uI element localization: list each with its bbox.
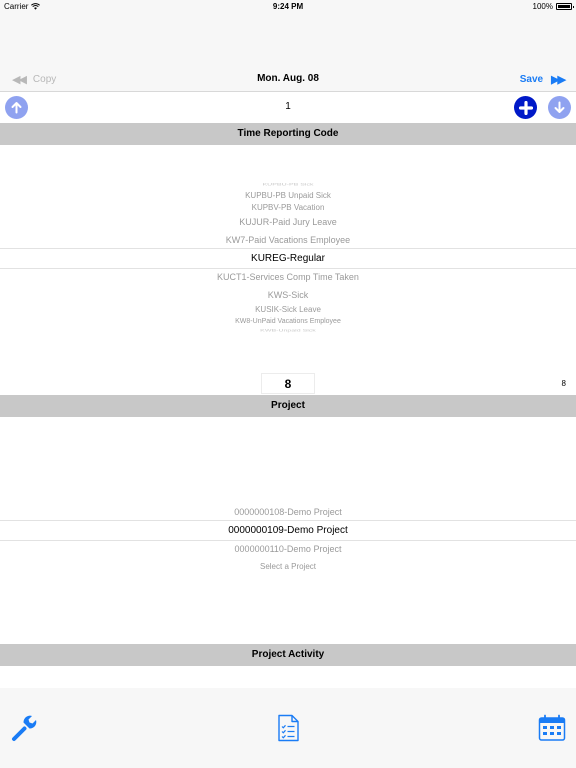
battery-percent: 100% bbox=[532, 2, 553, 11]
entry-navigation-row bbox=[0, 92, 576, 123]
wrench-icon[interactable] bbox=[9, 713, 39, 743]
save-button[interactable] bbox=[520, 73, 564, 86]
arrow-down-icon bbox=[553, 101, 566, 114]
picker-selection-line-top bbox=[0, 520, 576, 521]
picker-option[interactable]: 0000000108-Demo Project bbox=[234, 507, 342, 517]
project-activity-header: Project Activity bbox=[0, 644, 576, 666]
battery-icon bbox=[556, 3, 572, 10]
save-label: Save bbox=[519, 74, 544, 85]
rewind-icon: ◀◀ bbox=[12, 74, 25, 86]
nav-bar bbox=[0, 13, 576, 92]
picker-option[interactable]: KW8-UnPaid Vacations Employee bbox=[235, 318, 341, 325]
picker-option[interactable]: KWB-Unpaid Sick bbox=[260, 328, 316, 333]
picker-selection-line-bottom bbox=[0, 268, 576, 269]
checklist-document-icon[interactable] bbox=[273, 713, 303, 743]
picker-option[interactable]: Select a Project bbox=[259, 562, 317, 571]
project-header: Project bbox=[0, 395, 576, 417]
picker-option[interactable]: KUPBU-PB Unpaid Sick bbox=[245, 191, 331, 200]
picker-selected-option[interactable]: 0000000109-Demo Project bbox=[228, 525, 348, 536]
picker-option[interactable]: KWS-Sick bbox=[267, 290, 309, 300]
hours-total: 8 bbox=[561, 379, 566, 388]
picker-selected-option[interactable]: KUREG-Regular bbox=[251, 253, 325, 264]
entry-number: 1 bbox=[285, 101, 291, 112]
status-time: 9:24 PM bbox=[272, 2, 304, 11]
status-right bbox=[533, 2, 572, 11]
carrier-label: Carrier bbox=[4, 2, 29, 11]
picker-option[interactable]: KUJUR-Paid Jury Leave bbox=[239, 217, 337, 227]
tab-bar bbox=[0, 688, 576, 768]
picker-option[interactable]: KUCT1-Services Comp Time Taken bbox=[217, 272, 359, 282]
hours-input[interactable]: 8 bbox=[261, 373, 315, 394]
copy-label: Copy bbox=[32, 74, 57, 85]
picker-selection-line-top bbox=[0, 248, 576, 249]
picker-option[interactable]: KUPBV-PB Vacation bbox=[251, 203, 325, 212]
time-reporting-code-header: Time Reporting Code bbox=[0, 123, 576, 145]
status-bar bbox=[0, 0, 576, 13]
plus-icon bbox=[519, 101, 533, 115]
picker-option[interactable]: KW7-Paid Vacations Employee bbox=[225, 235, 351, 245]
picker-selection-line-bottom bbox=[0, 540, 576, 541]
picker-option[interactable]: KUSIK-Sick Leave bbox=[255, 305, 321, 314]
date-title: Mon. Aug. 08 bbox=[257, 73, 319, 84]
picker-option[interactable]: KUPBU-PB Sick bbox=[262, 182, 314, 187]
add-entry-button[interactable] bbox=[514, 96, 537, 119]
picker-option[interactable]: 0000000110-Demo Project bbox=[234, 544, 342, 554]
fast-forward-icon[interactable]: ▶▶ bbox=[551, 74, 564, 86]
next-entry-button[interactable] bbox=[548, 96, 571, 119]
calendar-icon[interactable] bbox=[537, 713, 567, 743]
